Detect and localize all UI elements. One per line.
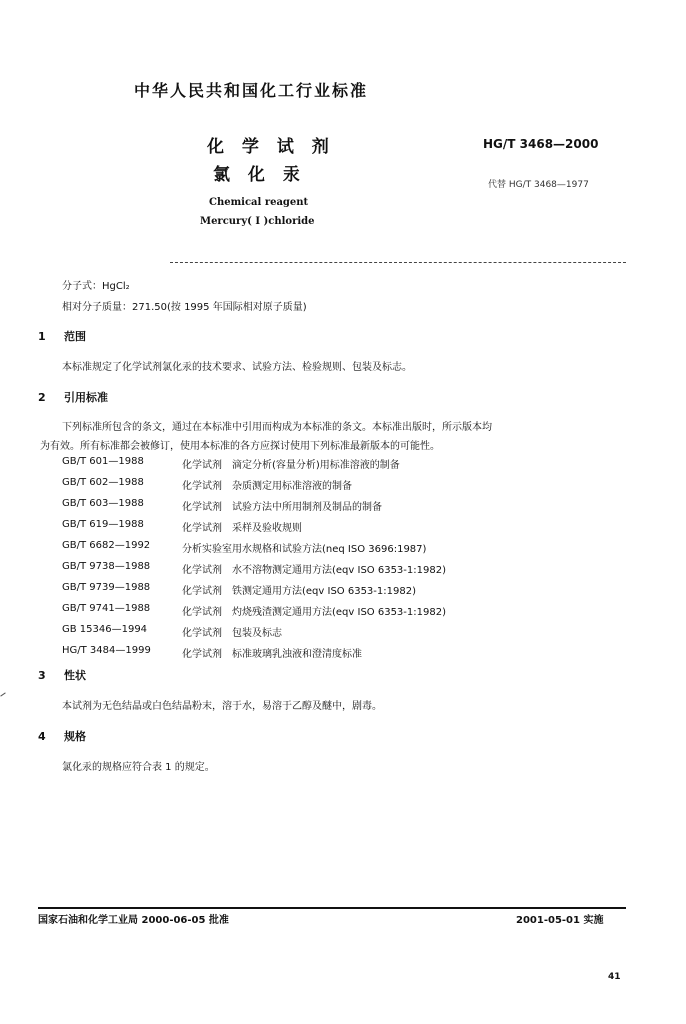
issuing-authority: 中华人民共和国化工行业标准 — [134, 81, 369, 100]
reference-code: GB/T 603—1988 — [62, 498, 144, 509]
reference-item — [62, 645, 446, 666]
reference-item — [62, 561, 446, 582]
molecular-formula: 分子式：HgCl₂ — [62, 281, 130, 292]
section-heading-references — [38, 389, 108, 405]
reference-title: 化学试剂 灼烧残渣测定通用方法(eqv ISO 6353-1:1982) — [182, 607, 446, 618]
reference-code: GB/T 619—1988 — [62, 519, 144, 530]
reference-title: 化学试剂 杂质测定用标准溶液的制备 — [182, 481, 352, 492]
approval-date: 国家石油和化学工业局 2000-06-05 批准 — [38, 915, 229, 926]
reference-title: 化学试剂 滴定分析(容量分析)用标准溶液的制备 — [182, 460, 400, 471]
reference-code: GB/T 602—1988 — [62, 477, 144, 488]
section-title: 范围 — [64, 330, 86, 343]
reference-item — [62, 498, 446, 519]
replaces-note: 代替 HG/T 3468—1977 — [488, 180, 589, 190]
effective-date: 2001-05-01 实施 — [516, 915, 604, 926]
standard-number: HG/T 3468—2000 — [483, 137, 599, 151]
section-title: 性状 — [64, 669, 86, 682]
reference-title: 分析实验室用水规格和试验方法(neq ISO 3696:1987) — [182, 544, 427, 555]
reference-item — [62, 624, 446, 645]
reference-title: 化学试剂 试验方法中所用制剂及制品的制备 — [182, 502, 382, 513]
reference-item — [62, 540, 446, 561]
reference-item — [62, 603, 446, 624]
reference-title: 化学试剂 采样及验收规则 — [182, 523, 302, 534]
section-number: 1 — [38, 330, 46, 343]
specifications-paragraph: 氯化汞的规格应符合表 1 的规定。 — [62, 762, 215, 773]
reference-item — [62, 582, 446, 603]
reference-item — [62, 477, 446, 498]
footer-divider — [38, 907, 626, 909]
title-cn-line1: 化 学 试 剂 — [207, 137, 335, 157]
scope-paragraph: 本标准规定了化学试剂氯化汞的技术要求、试验方法、检验规则、包装及标志。 — [62, 362, 412, 373]
molecular-mass: 相对分子质量：271.50(按 1995 年国际相对原子质量) — [62, 302, 307, 313]
reference-code: GB 15346—1994 — [62, 624, 148, 635]
title-en-line2: Mercury( I )chloride — [200, 216, 315, 227]
section-heading-scope — [38, 328, 86, 344]
section-heading-specifications — [38, 728, 86, 744]
reference-title: 化学试剂 标准玻璃乳浊液和澄清度标准 — [182, 649, 362, 660]
section-number: 2 — [38, 391, 46, 404]
section-title: 引用标准 — [64, 391, 108, 404]
reference-title: 化学试剂 水不溶物测定通用方法(eqv ISO 6353-1:1982) — [182, 565, 446, 576]
reference-code: HG/T 3484—1999 — [62, 645, 151, 656]
reference-item — [62, 519, 446, 540]
reference-item — [62, 456, 446, 477]
title-en-line1: Chemical reagent — [209, 197, 309, 208]
properties-paragraph: 本试剂为无色结晶或白色结晶粉末，溶于水，易溶于乙醇及醚中，剧毒。 — [62, 701, 382, 712]
reference-code: GB/T 9738—1988 — [62, 561, 151, 572]
page-number: 41 — [608, 972, 621, 982]
reference-code: GB/T 6682—1992 — [62, 540, 151, 551]
margin-mark — [0, 692, 5, 696]
section-title: 规格 — [64, 730, 86, 743]
section-number: 4 — [38, 730, 46, 743]
section-number: 3 — [38, 669, 46, 682]
reference-title: 化学试剂 铁测定通用方法(eqv ISO 6353-1:1982) — [182, 586, 416, 597]
title-cn-line2: 氯 化 汞 — [213, 165, 306, 185]
reference-code: GB/T 9741—1988 — [62, 603, 151, 614]
reference-code: GB/T 601—1988 — [62, 456, 144, 467]
reference-list — [62, 456, 446, 666]
section-heading-properties — [38, 667, 86, 683]
reference-title: 化学试剂 包装及标志 — [182, 628, 282, 639]
references-paragraph-line1: 下列标准所包含的条文，通过在本标准中引用而构成为本标准的条文。本标准出版时，所示版本均 — [62, 422, 492, 433]
header-divider — [170, 262, 626, 263]
reference-code: GB/T 9739—1988 — [62, 582, 151, 593]
references-paragraph-line2: 为有效。所有标准都会被修订，使用本标准的各方应探讨使用下列标准最新版本的可能性。 — [40, 441, 440, 452]
